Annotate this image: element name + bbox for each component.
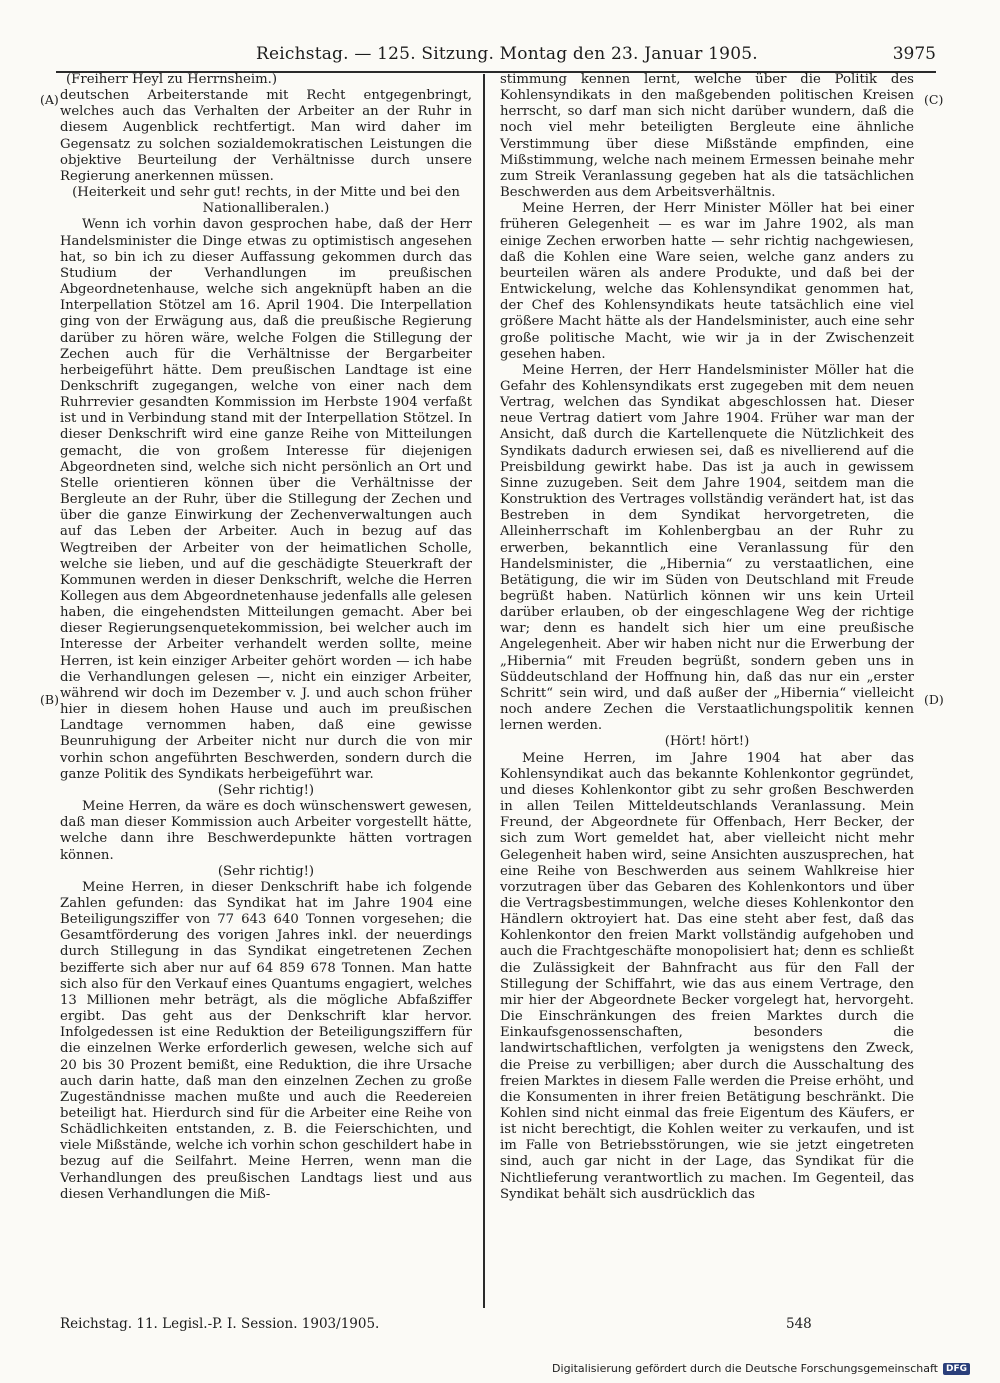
page-number: 3975	[892, 44, 936, 64]
left-interjection-1: (Heiterkeit und sehr gut! rechts, in der Mitte und bei den Nationalliberalen.)	[72, 185, 460, 217]
margin-marker-b: (B)	[40, 692, 59, 707]
right-paragraph-2: Meine Herren, der Herr Minister Möller hat bei einer früheren Gelegenheit — es war im Jahre 1902, als man einige Zechen erworben hatte — sehr richtig nachgewiesen, daß die Kohlen eine Ware seien, welche ganz anders zu beurteilen wären als andere Produkte, und daß bei der Entwickelung, welche das Kohlensyndikat genommen hat, der Chef des Kohlensyndikats heute tatsächlich eine viel größere Macht hätte als der Handelsminister, auch eine sehr große politische Macht, wie wir ja in der Zwischenzeit gesehen haben.	[500, 201, 914, 362]
left-interjection-3: (Sehr richtig!)	[217, 863, 315, 879]
footer-page-number: 548	[786, 1316, 812, 1332]
digitization-text: Digitalisierung gefördert durch die Deutsche Forschungsgemeinschaft	[552, 1362, 938, 1375]
speaker-line: (Freiherr Heyl zu Herrnsheim.)	[66, 72, 278, 87]
page-header	[56, 40, 936, 70]
right-paragraph-4: Meine Herren, im Jahre 1904 hat aber das Kohlensyndikat auch das bekannte Kohlenkontor gegründet, und dieses Kohlenkontor gibt zu sehr großen Beschwerden in allen Teilen Mitteldeutschlands Veranlassung. Mein Freund, der Abgeordnete für Offenbach, Herr Becker, der sich zum Wort gemeldet hat, aber vielleicht nicht mehr Gelegenheit haben wird, seine Ansichten auszusprechen, hat eine Reihe von Beschwerden aus seinem Wahlkreise hier vorzutragen über das Gebaren des Kohlenkontors und über die Vertragsbestimmungen, welche dieses Kohlenkontor den Händlern oktroyiert hat. Das eine steht aber fest, daß das Kohlenkontor den freien Markt vollständig aufgehoben und auch die Frachtgeschäfte monopolisiert hat; denn es schließt die Zulässigkeit der Bahnfracht aus für den Fall der Stillegung der Schiffahrt, wie das aus einem Vertrage, den mir hier der Abgeordnete Becker vorgelegt hat, hervorgeht. Die Einschränkungen des freien Marktes durch die Einkaufsgenossenschaften, besonders die landwirtschaftlichen, verfolgten ja wenigstens den Zweck, die Preise zu verbilligen; aber durch die Ausschaltung des freien Marktes in diesem Falle werden die Preise erhöht, und die Konsumenten in ihrer freien Betätigung beschränkt. Die Kohlen sind nicht einmal das freie Eigentum des Käufers, er ist nicht berechtigt, die Kohlen weiter zu verkaufen, und ist im Falle von Betriebsstörungen, wie sie jetzt eingetreten sind, auch gar nicht in der Lage, das Syndikat für die Nichtlieferung verantwortlich zu machen. Im Gegenteil, das Syndikat behält sich ausdrücklich das	[500, 750, 914, 1202]
right-interjection-1: (Hört! hört!)	[664, 734, 750, 750]
right-column	[500, 72, 914, 1203]
left-interjection-2: (Sehr richtig!)	[217, 782, 315, 798]
left-paragraph-2: Wenn ich vorhin davon gesprochen habe, daß der Herr Handelsminister die Dinge etwas zu optimistisch angesehen hat, so bin ich zu dieser Auffassung gekommen durch das Studium der Verhandlungen im preußischen Abgeordnetenhause, welche sich angeknüpft haben an die Interpellation Stötzel am 16. April 1904. Die Interpellation ging von der Erwägung aus, daß die preußische Regierung darüber zu hören wäre, welche Folgen die Stillegung der Zechen auch für die Verhältnisse der Bergarbeiter herbeigeführt hätte. Dem preußischen Landtage ist eine Denkschrift zugegangen, welche von einer nach dem Ruhrrevier gesandten Kommission im Herbste 1904 verfaßt ist und in Verbindung stand mit der Interpellation Stötzel. In dieser Denkschrift wird eine ganze Reihe von Mitteilungen gemacht, die von großem Interesse für diejenigen Abgeordneten sind, welche sich nicht persönlich an Ort und Stelle orientieren können über die Verhältnisse der Bergleute an der Ruhr, über die Stillegung der Zechen und über die ganze Einwirkung der Zechenverwaltungen auch auf das Leben der Arbeiter. Auch in bezug auf das Wegtreiben der Arbeiter von der heimatlichen Scholle, welche sie lieben, und auf die geschädigte Steuerkraft der Kommunen werden in dieser Denkschrift, welche die Herren Kollegen aus dem Abgeordnetenhause jedenfalls alle gelesen haben, die eingehendsten Mitteilungen gemacht. Aber bei dieser Regierungsenquetekommission, bei welcher auch im Interesse der Arbeiter verhandelt werden sollte, meine Herren, ist kein einziger Arbeiter gehört worden — ich habe die Verhandlungen gelesen —, nicht ein einziger Arbeiter, während wir doch im Dezember v. J. und auch schon früher hier in diesem hohen Hause und auch im preußischen Landtage vernommen haben, daß eine gewisse Beunruhigung der Arbeiter nicht nur durch die von mir vorhin schon angeführten Beschwerden, sondern durch die ganze Politik des Syndikats herbeigeführt war.	[60, 217, 472, 782]
header-title: Reichstag. — 125. Sitzung. Montag den 23. Januar 1905.	[256, 44, 758, 64]
column-divider	[483, 74, 485, 1308]
left-paragraph-1: deutschen Arbeiterstande mit Recht entgegenbringt, welches auch das Verhalten der Arbeiter an der Ruhr in diesem Augenblick rechtfertigt. Man wird daher im Gegensatz zu solchen sozialdemokratischen Leistungen die objektive Beurteilung der Verhältnisse durch unsere Regierung anerkennen müssen.	[60, 88, 472, 184]
footer-session: Reichstag. 11. Legisl.-P. I. Session. 1903/1905.	[60, 1316, 380, 1332]
left-paragraph-3: Meine Herren, da wäre es doch wünschenswert gewesen, daß man dieser Kommission auch Arbeiter vorgestellt hätte, welche dann ihre Beschwerdepunkte hätten vortragen können.	[60, 799, 472, 863]
margin-marker-a: (A)	[40, 92, 59, 107]
right-paragraph-3: Meine Herren, der Herr Handelsminister Möller hat die Gefahr des Kohlensyndikats erst zugegeben mit dem neuen Vertrag, welchen das Syndikat abgeschlossen hat. Dieser neue Vertrag datiert vom Jahre 1904. Früher war man der Ansicht, daß durch die Kartellenquete die Nützlichkeit des Syndikats dadurch erwiesen sei, daß es nivellierend auf die Preisbildung gewirkt habe. Das ist ja auch in gewissem Sinne zuzugeben. Seit dem Jahre 1904, seitdem man die Konstruktion des Vertrages vollständig verändert hat, ist das Bestreben in dem Syndikat hervorgetreten, die Alleinherrschaft im Kohlenbergbau an der Ruhr zu erwerben, bekanntlich eine Veranlassung für den Handelsminister, die „Hibernia“ zu verstaatlichen, eine Betätigung, die wir im Süden von Deutschland mit Freude begrüßt haben. Natürlich können wir uns kein Urteil darüber erlauben, ob der eingeschlagene Weg der richtige war; denn es handelt sich hier um eine preußische Angelegenheit. Aber wir haben nicht nur die Erwerbung der „Hibernia“ mit Freuden begrüßt, sondern geben uns in Süddeutschland der Hoffnung hin, daß das nur ein „erster Schritt“ sein wird, und daß außer der „Hibernia“ vielleicht noch andere Zechen die Verstaatlichungspolitik kennen lernen werden.	[500, 362, 914, 734]
dfg-logo-icon: DFG	[943, 1363, 970, 1375]
margin-marker-d: (D)	[924, 692, 944, 707]
left-paragraph-4: Meine Herren, in dieser Denkschrift habe ich folgende Zahlen gefunden: das Syndikat hat im Jahre 1904 eine Beteiligungsziffer von 77 643 640 Tonnen vorgesehen; die Gesamtförderung des vorigen Jahres inkl. der neuerdings durch Stillegung in das Syndikat eingetretenen Zechen bezifferte sich aber nur auf 64 859 678 Tonnen. Man hatte sich also für den Verkauf eines Quantums engagiert, welches 13 Millionen mehr beträgt, als die mögliche Abfaßziffer ergibt. Das geht aus der Denkschrift klar hervor. Infolgedessen ist eine Reduktion der Beteiligungsziffern für die einzelnen Werke erforderlich gewesen, welche sich auf 20 bis 30 Prozent bemißt, eine Reduktion, die ihre Ursache auch darin hatte, daß man den einzelnen Zechen zu große Zugeständnisse machen mußte und auch die Reedereien beteiligt hat. Hierdurch sind für die Arbeiter eine Reihe von Schädlichkeiten entstanden, z. B. die Feierschichten, und viele Mißstände, welche ich vorhin schon geschildert habe in bezug auf die Seilfahrt. Meine Herren, wenn man die Verhandlungen des preußischen Landtags liest und aus diesen Verhandlungen die Miß-	[60, 879, 472, 1202]
right-paragraph-1: stimmung kennen lernt, welche über die Politik des Kohlensyndikats in den maßgebenden politischen Kreisen herrscht, so darf man sich nicht darüber wundern, daß die noch viel mehr beteiligten Bergleute eine ähnliche Verstimmung über diese Mißstände empfinden, eine Mißstimmung, welche nach meinem Ermessen beinahe mehr zum Streik Veranlassung gegeben hat als die tatsächlichen Beschwerden aus dem Arbeitsverhältnis.	[500, 72, 914, 201]
digitization-notice	[552, 1362, 970, 1375]
margin-marker-c: (C)	[924, 92, 944, 107]
left-column	[60, 72, 472, 1203]
